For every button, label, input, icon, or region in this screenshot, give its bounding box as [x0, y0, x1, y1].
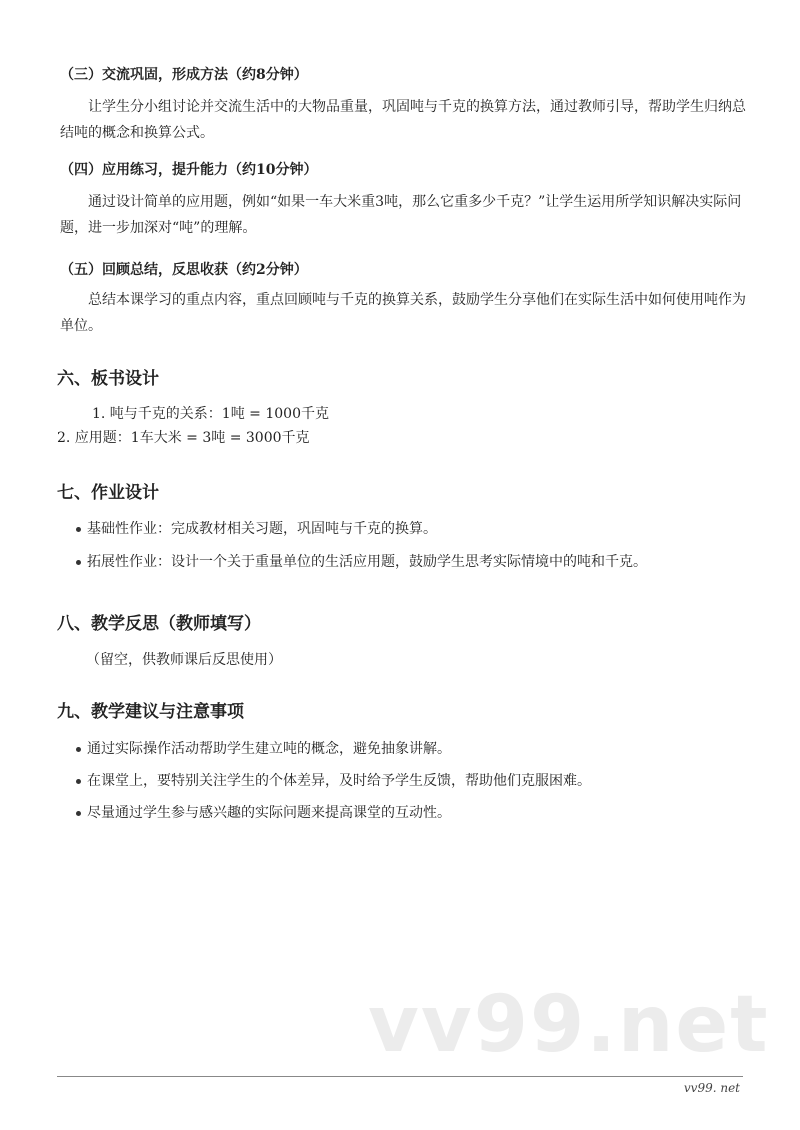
- subsection-title: （四）应用练习，提升能力（约10分钟）: [60, 162, 318, 178]
- watermark: vv99.net: [368, 980, 770, 1070]
- paragraph: 让学生分小组讨论并交流生活中的大物品重量，巩固吨与千克的换算方法，通过教师引导，帮助学生归纳总结吨的概念和换算公式。: [60, 99, 746, 141]
- list-item: 通过实际操作活动帮助学生建立吨的概念，避免抽象讲解。: [76, 738, 451, 758]
- board-item: 2. 应用题：1车大米 = 3吨 = 3000千克: [57, 430, 310, 446]
- section-heading: 六、板书设计: [57, 369, 159, 389]
- board-item: 1. 吨与千克的关系：1吨 = 1000千克: [92, 406, 329, 422]
- footer-text: vv99. net: [683, 1081, 740, 1095]
- footer-divider: [57, 1076, 743, 1077]
- list-item: 基础性作业：完成教材相关习题，巩固吨与千克的换算。: [76, 518, 437, 538]
- list-item: 拓展性作业：设计一个关于重量单位的生活应用题，鼓励学生思考实际情境中的吨和千克。: [76, 551, 647, 571]
- list-item: 在课堂上，要特别关注学生的个体差异，及时给予学生反馈，帮助他们克服困难。: [76, 770, 591, 790]
- section-heading: 七、作业设计: [57, 483, 159, 503]
- paragraph: （留空，供教师课后反思使用）: [86, 652, 282, 668]
- subsection-title: （三）交流巩固，形成方法（约8分钟）: [60, 67, 308, 83]
- list-item: 尽量通过学生参与感兴趣的实际问题来提高课堂的互动性。: [76, 802, 451, 822]
- section-heading: 八、教学反思（教师填写）: [57, 614, 261, 634]
- paragraph: 总结本课学习的重点内容，重点回顾吨与千克的换算关系，鼓励学生分享他们在实际生活中如何使用吨作为单位。: [60, 292, 746, 334]
- subsection-title: （五）回顾总结，反思收获（约2分钟）: [60, 262, 308, 278]
- paragraph: 通过设计简单的应用题，例如“如果一车大米重3吨，那么它重多少千克？”让学生运用所学知识解决实际问题，进一步加深对“吨”的理解。: [60, 194, 742, 236]
- section-heading: 九、教学建议与注意事项: [57, 702, 244, 722]
